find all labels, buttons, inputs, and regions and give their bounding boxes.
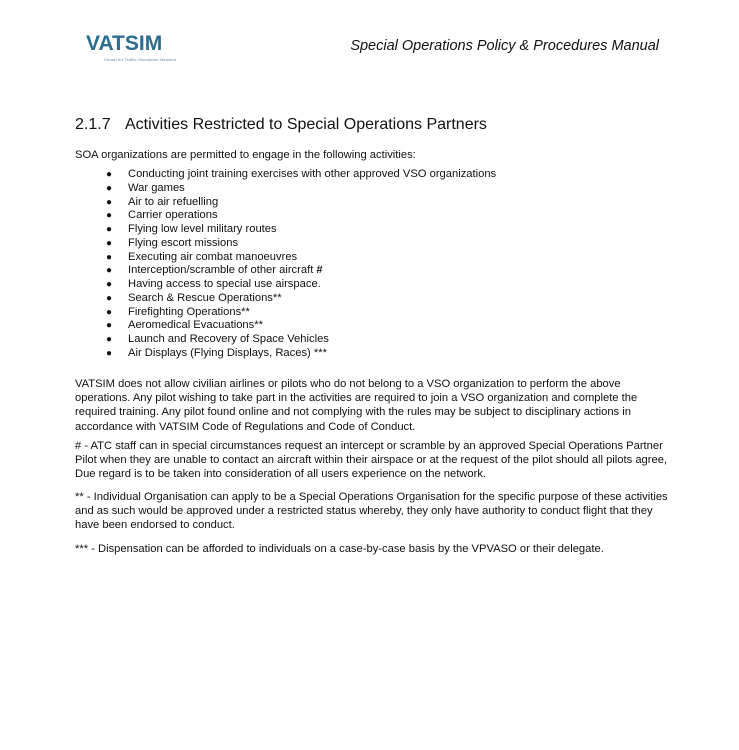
bullet-icon: ● xyxy=(106,334,113,345)
bullet-icon: ● xyxy=(106,237,113,249)
list-item: ● War games xyxy=(106,181,185,194)
bullet-icon: ● xyxy=(106,224,113,235)
footnote-dispensation: *** - Dispensation can be afforded to individuals on a case-by-case basis by the VPVASO or their delegate. xyxy=(75,543,604,555)
logo-wordmark xyxy=(86,32,162,56)
logo-subtitle: Virtual Air Traffic Simulation Network xyxy=(104,57,177,62)
bullet-icon: ● xyxy=(106,210,113,222)
bullet-icon: ● xyxy=(106,347,113,359)
bullet-icon: ● xyxy=(106,292,113,304)
bullet-icon: ● xyxy=(106,196,113,208)
manual-title: Special Operations Policy & Procedures Manual xyxy=(350,38,659,54)
list-item: ● Conducting joint training exercises with other approved VSO organizations xyxy=(106,168,497,180)
list-item: ● Aeromedical Evacuations** xyxy=(106,319,263,332)
list-item: ● Launch and Recovery of Space Vehicles xyxy=(106,333,329,345)
list-item: ● Interception/scramble of other aircraft # xyxy=(106,264,323,277)
footnote-individual-organisation: ** - Individual Organisation can apply to be a Special Operations Organisation for the specific purpose of these activities and as such would be approved under a restricted status whereby, they only have authority to conduct flight that they have been endorsed to conduct. xyxy=(75,491,668,532)
bullet-icon: ● xyxy=(106,251,113,263)
logo-text: VATSIM xyxy=(86,32,163,55)
policy-paragraph: VATSIM does not allow civilian airlines or pilots who do not belong to a VSO organization to perform the above operations. Any pilot wishing to take part in the activities are required to join a VSO organization and complete the required training. Any pilot found online and not complying with the rules may be subject to disciplinary actions in accordance with VATSIM Code of Regulations and Code of Conduct. xyxy=(75,378,638,433)
section-title: Activities Restricted to Special Operations Partners xyxy=(125,116,487,133)
list-item: ● Executing air combat manoeuvres xyxy=(106,250,298,263)
section-heading xyxy=(75,116,487,134)
bullet-icon: ● xyxy=(106,182,113,194)
vatsim-logo xyxy=(86,30,206,70)
list-item: ● Firefighting Operations** xyxy=(106,305,250,318)
interception-marker: # xyxy=(316,264,323,277)
bullet-icon: ● xyxy=(106,320,113,332)
bullet-icon: ● xyxy=(106,169,113,180)
bullet-icon: ● xyxy=(106,265,113,277)
bullet-icon: ● xyxy=(106,306,113,318)
activities-list xyxy=(106,168,496,361)
section-intro: SOA organizations are permitted to engage in the following activities: xyxy=(75,149,416,161)
footnote-atc-intercept: # - ATC staff can in special circumstances request an intercept or scramble by an approved Special Operations Partner Pilot when they are unable to contact an aircraft within their airspace or at the request of the pilot should all pilots agree, Due regard is to be taken into consideration of all users experience on the network. xyxy=(75,440,668,481)
list-item: ● Carrier operations xyxy=(106,209,218,222)
list-item: ● Air to air refuelling xyxy=(106,195,219,208)
list-item: ● Flying escort missions xyxy=(106,236,239,249)
section-number: 2.1.7 xyxy=(75,116,111,133)
list-item: ● Flying low level military routes xyxy=(106,223,277,235)
list-item: ● Search & Rescue Operations** xyxy=(106,291,282,304)
list-item: ● Air Displays (Flying Displays, Races) *** xyxy=(106,346,327,359)
list-item: ● Having access to special use airspace. xyxy=(106,278,321,290)
bullet-icon: ● xyxy=(106,279,113,290)
